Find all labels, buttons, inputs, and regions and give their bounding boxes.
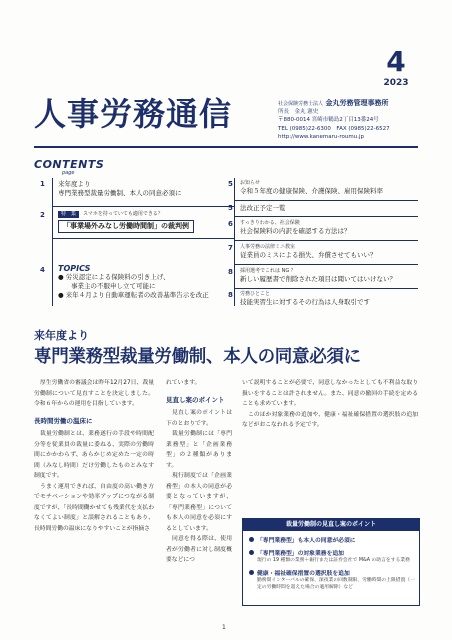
toc-page-num: 5 (228, 180, 233, 188)
toc-item-label: 人事労務の法律ミニ教室 (240, 244, 296, 250)
director: 所長 金丸 憲史 (278, 109, 319, 116)
point-box-title: 裁量労働制の見直し案のポイント (243, 519, 419, 531)
toc-item[interactable] (58, 264, 234, 300)
header-divider (34, 146, 418, 148)
toc-item-label: スマホを持っていても適用できる？ (83, 211, 163, 217)
paragraph: いて説明することが必要で、同意しなかったとしても不利益な取り扱いをすることは許されません。また、同意の撤回の手続を定めることも求めています。 (242, 380, 418, 407)
toc-left-rule (52, 178, 53, 306)
point-item-head: 「専門業務型」の対象業務を追加 (257, 551, 344, 557)
paragraph: れています。 (166, 380, 201, 386)
toc-item-title: 技能実習生に対するその行為は人身取引です (240, 298, 370, 306)
paragraph: 厚生労働省の審議会は昨年12月27日、裁量労働制について見直すことを決定しました。令和６年からの運用を目指しています。 (34, 380, 154, 407)
newsletter-title: 人事労務通信 (34, 95, 233, 133)
paragraph: 裁量労働制とは、業務遂行の手段や時間配分等を従業員の裁量に委ねる、実際の労働時間にかかわらず、あらかじめ定めた一定の時間（みなし時間）だけ労働したものとみなす制度です。 (34, 431, 154, 479)
contents-page-label: page (62, 170, 75, 176)
toc-page-num: 5 (228, 204, 233, 212)
feature-tag: 特 集 (58, 211, 79, 218)
toc-item-label: 来年度より (58, 180, 91, 188)
bullet-icon (249, 570, 254, 575)
paragraph: このほか対象業務の追加や、健康・福祉確保措置の選択肢の追加などがおこなわれる予定です。 (242, 411, 418, 428)
toc-item-title: 従業員のミスによる損失、弁償させてもいい？ (240, 251, 377, 259)
toc-item[interactable] (240, 268, 418, 284)
toc-item-title: 「事業場外みなし労働時間制」の裁判例 (58, 220, 194, 233)
toc-item[interactable] (240, 180, 418, 196)
point-item-head: 健康・福祉確保措置の選択肢を追加 (257, 571, 350, 577)
issue-number: 4 (386, 45, 406, 78)
article-kicker: 来年度より (34, 329, 89, 342)
toc-page-num: 7 (228, 244, 233, 252)
toc-item-label: すっきりわかる、社会保険 (240, 220, 300, 226)
toc-page-num: 4 (40, 266, 45, 274)
toc-item-title: 新しい履歴書で削除された項目は聞いてはいけない？ (240, 275, 396, 283)
point-item (249, 548, 415, 557)
paragraph: うまく運用できれば、自由度の高い働き方でモチベーションや効率アップにつながる制度ですが、「長時間働かせても残業代を支払わなくてよい制度」と誤解されることもあり、長時間労働の温床になりやすいことが指摘さ (34, 483, 154, 532)
toc-page-num: 2 (40, 211, 45, 219)
toc-item[interactable] (240, 244, 418, 260)
bullet-icon (249, 537, 254, 542)
toc-divider (234, 264, 418, 265)
issue-year: 2023 (383, 78, 409, 88)
paragraph: 裁量労働制には「専門業務型」と「企画業務型」の２種類があります。 (166, 431, 232, 469)
point-item-detail: 現行の 19 種類の業務＋銀行または証券会社で M&A の助言をする業務 (257, 558, 410, 563)
toc-item[interactable] (240, 220, 418, 236)
toc-item-title: 専門業務型裁量労働制、本人の同意必須に (58, 189, 182, 197)
toc-divider (52, 206, 234, 207)
toc-mid-rule (234, 178, 235, 306)
page-folio: 1 (222, 624, 226, 631)
toc-page-num: 8 (228, 268, 233, 276)
table-of-contents (34, 178, 418, 310)
paragraph: 同意を得る際は、使用者が労働者に対し制度概要などにつ (166, 536, 232, 563)
topics-item: ● 来年４月より自動車運転者の改善基準告示を改正 (58, 291, 209, 299)
org-prefix: 社会保険労務士法人 (278, 101, 324, 107)
publisher-block (278, 99, 448, 141)
contents-logo: CONTENTS (34, 158, 105, 171)
toc-divider (234, 240, 418, 241)
toc-divider (234, 216, 418, 217)
toc-item-title: 令和５年度の健康保険、介護保険、雇用保険料率 (240, 187, 383, 195)
topics-item: 事業主の不服申し立て可能に (58, 282, 156, 290)
article-column-1 (34, 378, 154, 534)
toc-item-title: 法改正予定一覧 (240, 204, 286, 212)
article-column-2 (166, 378, 232, 566)
toc-divider (52, 238, 234, 239)
org-name: 金丸労務管理事務所 (325, 99, 389, 107)
toc-item[interactable] (58, 211, 230, 233)
toc-divider (234, 200, 418, 201)
subheading: 長時間労働の温床に (34, 416, 93, 425)
toc-divider (234, 288, 418, 289)
point-item-head: 「専門業務型」も本人の同意が必須に (257, 538, 356, 544)
toc-item-title: 社会保険料の内訳を確認する方法は？ (240, 227, 351, 235)
address: 〒880-0014 宮崎市鶴島2丁目13番24号 (278, 117, 379, 124)
subheading: 見直し案のポイント (166, 395, 225, 404)
toc-item-label: 労務ひとこと (240, 291, 271, 297)
paragraph: 現行制度では「企画業務型」の本人の同意が必要となっていますが、「専門業務型」についても本人の同意を必須にするとしています。 (166, 473, 232, 532)
topics-heading: TOPICS (58, 264, 91, 273)
point-item-detail: 勤務間インターバルの確保、深夜業の回数制限、労働時間の上限措置（一定の労働時間を超えた場合の適用解除）など (257, 578, 415, 590)
toc-page-num: 8 (228, 291, 233, 299)
website-url[interactable]: http://www.kanemaru-roumu.jp (278, 133, 364, 140)
toc-item[interactable] (240, 291, 418, 307)
point-summary-box (242, 518, 420, 606)
toc-item-label: 採用選考でこれは NG ？ (240, 268, 296, 274)
bullet-icon (249, 550, 254, 555)
point-item (249, 568, 415, 577)
phone-fax: TEL (0985)22-6300 FAX (0985)22-6527 (278, 125, 390, 132)
point-item (249, 535, 415, 544)
toc-page-num: 6 (228, 220, 233, 228)
toc-item-label: お知らせ (240, 180, 260, 186)
toc-item[interactable] (58, 180, 230, 198)
paragraph: 見直し案のポイントは下のとおりです。 (166, 410, 232, 427)
article-headline: 専門業務型裁量労働制、本人の同意必須に (34, 347, 361, 367)
topics-item: ● 労災認定による保険料の引き上げ、 (58, 273, 170, 281)
toc-item[interactable] (240, 204, 418, 213)
article-column-3 (242, 378, 418, 431)
toc-page-num: 1 (40, 180, 45, 188)
